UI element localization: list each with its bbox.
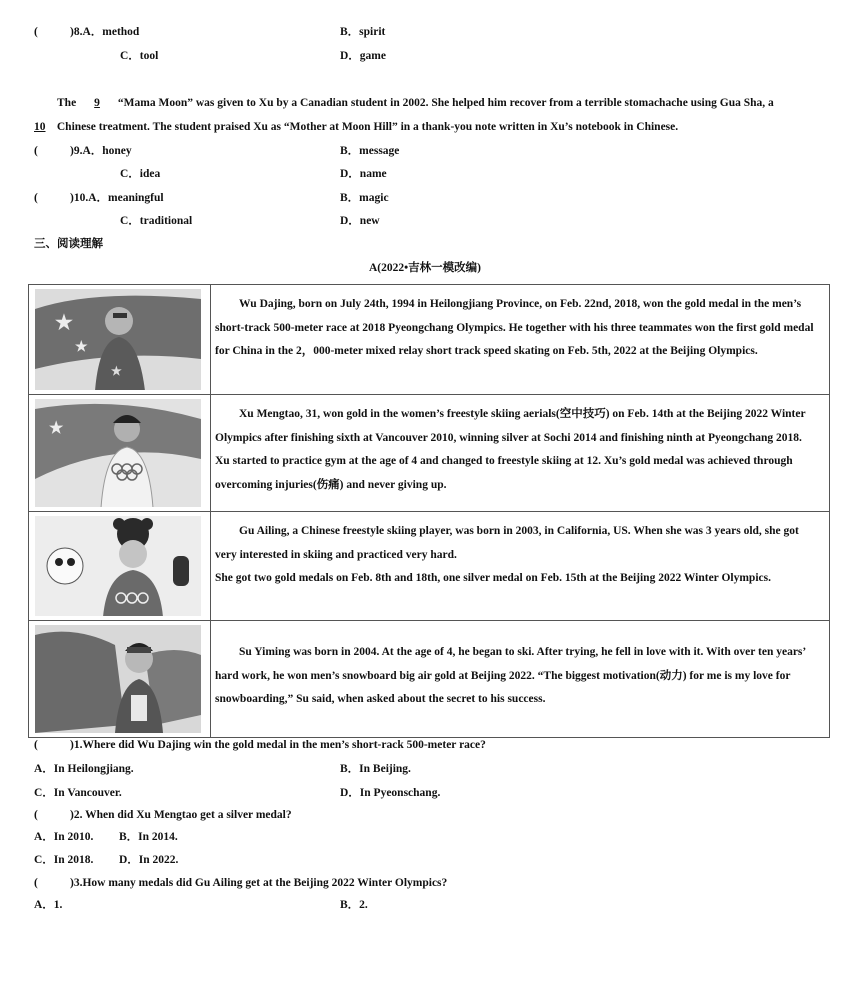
athlete-text	[215, 293, 823, 364]
athlete-holding-flag-icon	[35, 289, 201, 390]
athlete-photo	[35, 289, 201, 390]
q8-option-c: C．tool	[120, 50, 159, 62]
athlete-paragraph: Xu started to practice gym at the age of 4 and changed to freestyle skiing at 12. Xu’s gold medal was achieved through overcoming injuries(伤痛) and never giving up.	[215, 455, 793, 491]
rq3-paren: (	[34, 877, 38, 889]
q8-option-b: B．spirit	[340, 26, 386, 38]
svg-text:★: ★	[75, 340, 88, 355]
rq1-option-b: B．In Beijing.	[340, 763, 411, 775]
reading-title: A(2022•吉林一模改编)	[369, 262, 481, 274]
passage-text: “Mama Moon” was given to Xu by a Canadian student in 2002. She helped him recover from a terrible stomachache using Gua Sha, a	[117, 97, 774, 109]
athlete-paragraph: Su Yiming was born in 2004. At the age of 4, he began to ski. After trying, he fell in love with it. With over ten years’ hard work, he won men’s snowboard big air gold at Beijing 2022. “The biggest motivation(动力) for me is my love for snowboarding,” Su said, when asked about the secret to his success.	[215, 646, 806, 705]
rq1-option-c: C．In Vancouver.	[34, 787, 122, 799]
q10-stem: )10.A．meaningful	[70, 192, 164, 204]
q10-paren: (	[34, 192, 38, 204]
image-cell	[29, 395, 211, 511]
passage-line-1	[57, 96, 774, 111]
table-row	[29, 621, 829, 737]
athlete-paragraph: Xu Mengtao, 31, won gold in the women’s freestyle skiing aerials(空中技巧) on Feb. 14th at the Beijing 2022 Winter Olympics after finishing sixth at Vancouver 2010, winning silver at Sochi 2014 and finishing ninth at Pyeongchang 2018.	[215, 408, 806, 444]
q9-option-d: D．name	[340, 168, 387, 180]
athlete-text	[215, 520, 823, 591]
athlete-with-mascot-icon	[35, 516, 201, 616]
rq3-stem: )3.How many medals did Gu Ailing get at the Beijing 2022 Winter Olympics?	[70, 877, 448, 889]
rq3-option-b: B．2.	[340, 899, 368, 911]
passage-text: Chinese treatment. The student praised Xu as “Mother at Moon Hill” in a thank-you note written in Xu’s notebook in Chinese.	[56, 121, 679, 133]
athlete-paragraph: Gu Ailing, a Chinese freestyle skiing player, was born in 2003, in California, US. When she was 3 years old, she got very interested in skiing and practiced very hard.	[215, 525, 799, 561]
rq2-paren: (	[34, 809, 38, 821]
image-cell	[29, 285, 211, 394]
q9-stem: )9.A．honey	[70, 145, 132, 157]
blank-9: 9	[94, 97, 100, 109]
image-cell	[29, 512, 211, 620]
q10-option-b: B．magic	[340, 192, 389, 204]
svg-text:★: ★	[55, 312, 73, 334]
rq2-option-d: D．In 2022.	[119, 854, 179, 866]
q8-stem: )8.A．method	[70, 26, 140, 38]
athlete-holding-flag-icon	[35, 625, 201, 733]
rq2-option-c: C．In 2018.	[34, 854, 94, 866]
table-row	[29, 512, 829, 621]
q10-option-c: C．traditional	[120, 215, 193, 227]
rq2-option-b: B．In 2014.	[119, 831, 178, 843]
q10-option-d: D．new	[340, 215, 380, 227]
image-cell	[29, 621, 211, 737]
athlete-text	[215, 403, 823, 497]
svg-text:★: ★	[111, 364, 122, 378]
athlete-paragraph: Wu Dajing, born on July 24th, 1994 in Heilongjiang Province, on Feb. 22nd, 2018, won the gold medal in the men’s short-track 500-meter race at 2018 Pyeongchang Olympics. He together with his three teammates won the first gold medal for China in the 2，000-meter mixed relay short track speed skating on Feb. 5th, 2022 at the Beijing Olympics.	[215, 298, 814, 357]
svg-text:★: ★	[49, 420, 64, 437]
rq2-option-a: A．In 2010.	[34, 831, 94, 843]
athlete-photo	[35, 516, 201, 616]
rq1-paren: (	[34, 739, 38, 751]
athlete-paragraph: She got two gold medals on Feb. 8th and 18th, one silver medal on Feb. 15th at the Beijing 2022 Winter Olympics.	[215, 572, 771, 584]
athlete-text	[215, 641, 823, 712]
rq1-stem: )1.Where did Wu Dajing win the gold medal in the men’s short-rack 500-meter race?	[70, 739, 486, 751]
rq1-option-a: A．In Heilongjiang.	[34, 763, 134, 775]
q9-option-c: C．idea	[120, 168, 161, 180]
q8-paren: (	[34, 26, 38, 38]
athlete-table	[28, 284, 830, 738]
athlete-holding-flag-icon	[35, 399, 201, 507]
blank-10: 10	[34, 121, 46, 133]
q9-option-b: B．message	[340, 145, 400, 157]
athlete-photo	[35, 625, 201, 733]
passage-text: The	[57, 97, 77, 109]
table-row	[29, 395, 829, 512]
athlete-photo	[35, 399, 201, 507]
section-title: 三、阅读理解	[34, 238, 103, 250]
q9-paren: (	[34, 145, 38, 157]
table-row	[29, 285, 829, 395]
rq1-option-d: D．In Pyeonschang.	[340, 787, 441, 799]
rq3-option-a: A．1.	[34, 899, 63, 911]
passage-line-2	[34, 120, 678, 135]
q8-option-d: D．game	[340, 50, 386, 62]
rq2-stem: )2. When did Xu Mengtao get a silver medal?	[70, 809, 292, 821]
